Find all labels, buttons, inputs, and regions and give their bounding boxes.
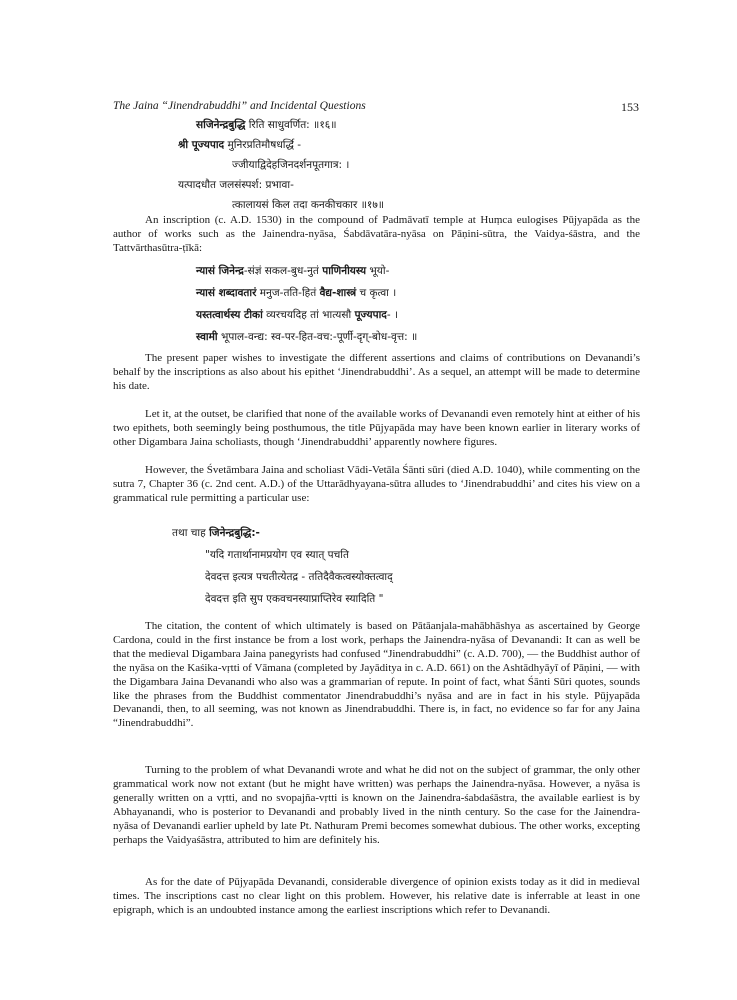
verse1-line-4: यत्पादधौत जलसंस्पर्श: प्रभावा- [178,179,294,191]
verse2-line-2: न्यासं शब्दावतारं मनुज-तति-हितं वैद्य-शास्त्रं च कृत्वा । [196,287,397,299]
verse1-line-1: सजिनेन्द्रबुद्धि रिति साधुवर्णित: ॥१६॥ [196,119,337,131]
verse1-line-5: त्कालायसं किल तदा कनकीचकार ॥१७॥ [232,199,385,211]
verse1-line-3: ज्जीयाद्विदेहजिनदर्शनपूतगात्र: । [232,159,350,171]
paragraph-turning: Turning to the problem of what Devanandi wrote and what he did not on the subject of grammar, the only other grammatical work now not extant (but he might have written) was perhaps the Jainendra-nyāsa. However, a nyāsa is generally written on a vṛtti, and no svopajña-vṛtti is known on the Jainendra-śabdaśāstra, the available earliest is by Abhayanandi, who is posterior to Devanandi and probably lived in the ninth century. So the case for the Jainendra-nyāsa of Devanandi earlier upheld by late Pt. Nathuram Premi becomes somewhat dubious. The other works, excepting perhaps the Vaidyaśāstra, attributed to him are definitely his. [113,764,640,846]
paragraph-inscription: An inscription (c. A.D. 1530) in the compound of Padmāvatī temple at Huṃca eulogises Pūjyapāda as the author of works such as the Jainendra-nyāsa, Śabdāvatāra-nyāsa on Pāṇini-sūtra, the Vaidya-śāstra, and the Tattvārthasūtra-ṭīkā: [113,214,640,254]
paragraph-however: However, the Śvetāmbara Jaina and scholiast Vādi-Vetāla Śānti sūri (died A.D. 1040), while commenting on the sutra 7, Chapter 36 (c. 2nd cent. A.D.) of the Uttarādhyayana-sūtra alludes to ‘Jinendrabuddhi’ and cites his view on a grammatical rule permitting a particular use: [113,464,640,504]
verse2-line-3: यस्तत्वार्थस्य टीकां व्यरचयदिह तां भात्यसौ पूज्यपाद- । [196,309,398,321]
paragraph-let-it: Let it, at the outset, be clarified that none of the available works of Devanandi even remotely hint at either of his two epithets, both seemingly being posthumous, the title Pūjyapāda may have been known earlier in literary works of other Digambara Jaina scholiasts, though ‘Jinendrabuddhi’ apparently nowhere figures. [113,408,640,448]
verse3-line-3: देवदत्त इत्यत्र पचतीत्येतद्र - ततिदैवैकत्वस्योक्तत्वाद् [205,571,393,583]
verse2-line-1: न्यासं जिनेन्द्र-संज्ञं सकल-बुध-नुतं पाणिनीयस्य भूयो- [196,265,390,277]
paragraph-date: As for the date of Pūjyapāda Devanandi, considerable divergence of opinion exists today as it did in medieval times. The inscriptions cast no clear light on this problem. However, his relative date is inferrable at least in one epigraph, which is an undoubted instance among the earliest inscriptions which refer to Devanandi. [113,876,640,916]
page-number: 153 [621,100,639,114]
verse3-line-2: "यदि गतार्थानामप्रयोग एव स्यात् पचति [205,549,349,561]
paragraph-present: The present paper wishes to investigate the different assertions and claims of contributions on Devanandi’s behalf by the inscriptions as also about his epithet ‘Jinendrabuddhi’. As a sequel, an attempt will be made to determine his date. [113,352,640,392]
running-header: The Jaina “Jinendrabuddhi” and Incidental Questions [113,100,366,112]
paragraph-citation: The citation, the content of which ultimately is based on Pātāanjala-mahābhāshya as ascertained by George Cardona, could in the first instance be from a lost work, perhaps the Jainendra-nyāsa of Devanandi: It can as well be that the medieval Digambara Jaina panegyrists had confused “Jinendrabuddhi” (c. A.D. 700), — the Buddhist author of the nyāsa on the Kaśika-vṛtti of Vāmana (completed by Jayāditya in c. A.D. 661) on the Ashtādhyāyī of Pāṇini, — with the Digambara Jaina Devanandi who also was a grammarian of repute. In point of fact, what Śānti Sūri quotes, sounds like the phrases from the Buddhist commentator Jinendrabuddhi’s nyāsa and are in fact in his style. Pūjyapāda Devanandi, then, to all seeming, was not known as Jinendrabuddhi. There is, in fact, no evidence so far for any Jaina “Jinendrabuddhi”. [113,620,640,730]
verse3-line-4: देवदत्त इति सुप एकवचनस्याप्राप्तिरेव स्यादिति " [205,593,384,605]
verse1-line-2: श्री पूज्यपाद मुनिरप्रतिमौषधर्द्धि - [178,139,302,151]
verse3-line-1: तथा चाह जिनेन्द्रबुद्धि:- [172,527,260,539]
verse2-line-4: स्वामी भूपाल-वन्द्य: स्व-पर-हित-वच:-पूर्णी-दृग्-बोध-वृत्त: ॥ [196,331,418,343]
